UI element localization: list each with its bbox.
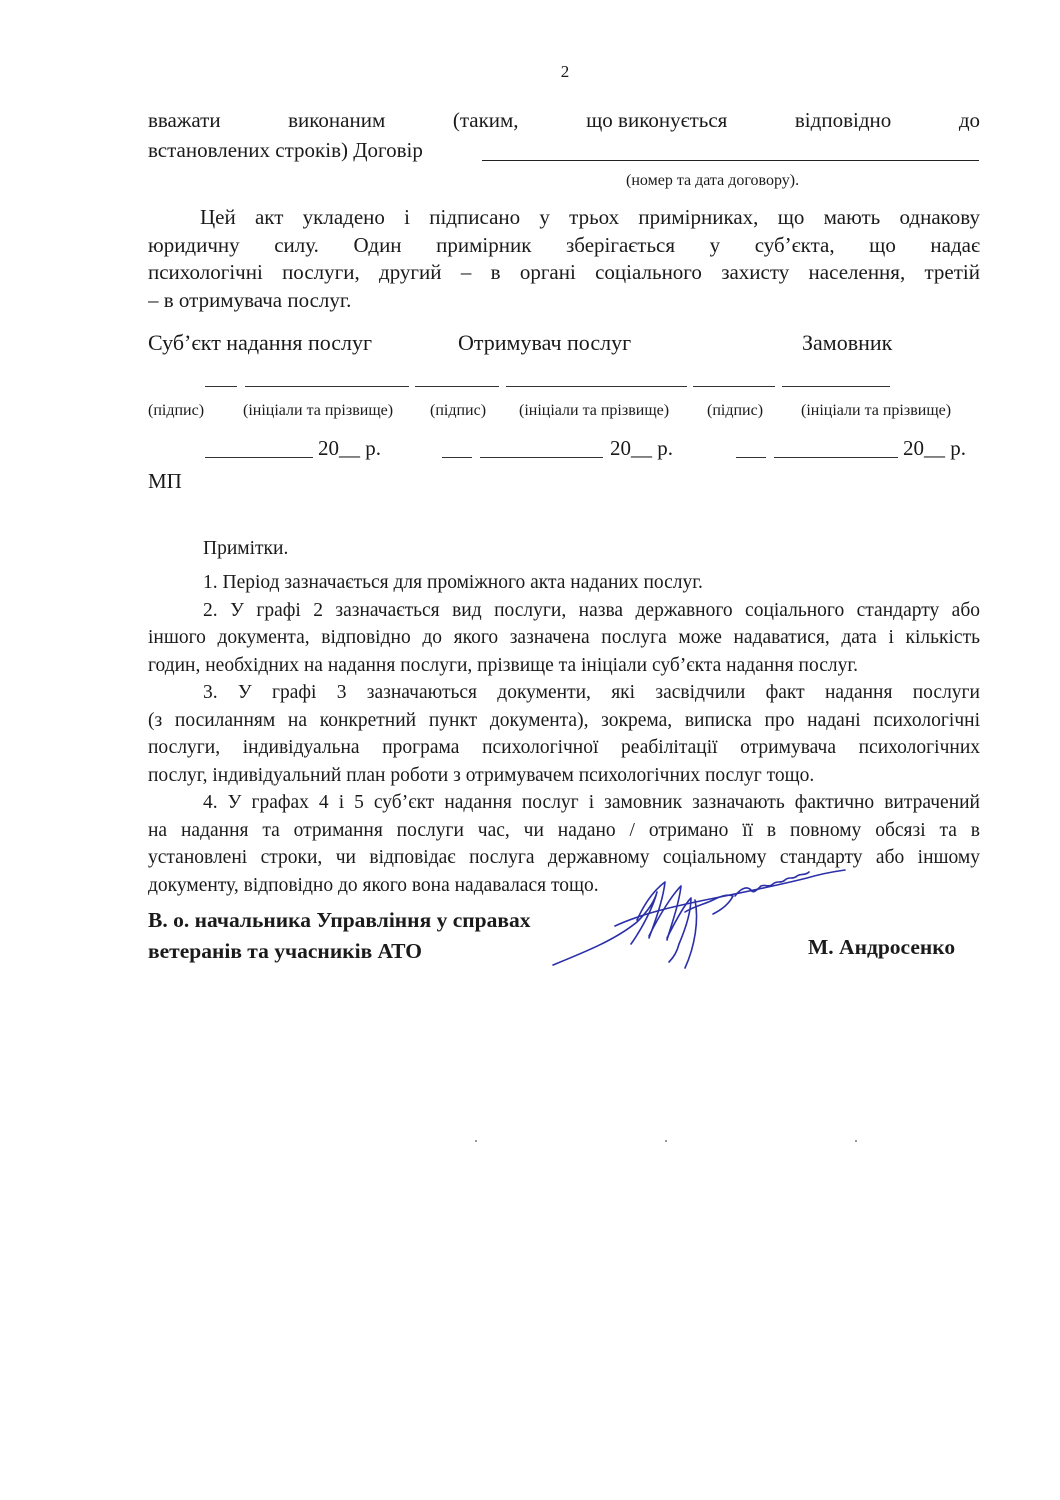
date-customer: 20__ р. (903, 436, 966, 460)
date-line (205, 457, 313, 458)
note-line: документу, відповідно до якого вона надавалася тощо. (148, 874, 599, 896)
date-line (774, 457, 898, 458)
note-line: 4. У графах 4 і 5 суб’єкт надання послуг і замовник зазначають фактично витрачений (203, 792, 980, 813)
note-line: (з посиланням на конкретний пункт документа), зокрема, виписка про надані психологічні (148, 709, 980, 731)
paragraph-line: Цей акт укладено і підписано у трьох примірниках, що мають однакову (200, 205, 980, 229)
name-line (782, 386, 890, 387)
contract-word: (таким, (452, 108, 519, 132)
paragraph-line: психологічні послуги, другий – в органі соціального захисту населення, третій (148, 260, 980, 284)
signer-position-line: В. о. начальника Управління у справах (148, 908, 531, 932)
note-line: годин, необхідних на надання послуги, прізвище та ініціали суб’єкта надання послуг. (148, 654, 859, 676)
contract-word: до (958, 108, 980, 132)
scan-speck (475, 1140, 477, 1142)
signature-line (415, 386, 499, 387)
note-line: послуг, індивідуальний план роботи з отримувачем психологічних послуг тощо. (148, 764, 815, 786)
name-line (506, 386, 687, 387)
contract-word: що виконується (586, 108, 728, 132)
date-recipient: 20__ р. (610, 436, 673, 460)
paragraph-line: юридичну силу. Один примірник зберігається у суб’єкта, що надає (148, 232, 980, 257)
stamp-place: МП (148, 469, 182, 493)
sign-caption: (підпис) (707, 402, 764, 419)
notes-title: Примітки. (203, 538, 289, 559)
note-line: послуги, індивідуальна програма психологічної реабілітації отримувача психологічних (148, 737, 980, 758)
contract-word: відповідно (794, 108, 892, 132)
party-recipient: Отримувач послуг (458, 330, 632, 355)
date-line (442, 457, 472, 458)
name-caption: (ініціали та прізвище) (243, 402, 394, 419)
date-provider: 20__ р. (318, 436, 381, 460)
party-customer: Замовник (802, 330, 893, 355)
contract-word: виконаним (288, 108, 386, 132)
contract-clause-line2: встановлених строків) Договір (148, 138, 423, 162)
paragraph-line: – в отримувача послуг. (148, 287, 352, 312)
contract-clause-line1 (148, 108, 980, 133)
name-caption: (ініціали та прізвище) (801, 402, 952, 419)
note-line: установлені строки, чи відповідає послуга державному соціальному стандарту або іншому (148, 847, 980, 868)
page-number: 2 (560, 62, 570, 81)
note-line: 3. У графі 3 зазначаються документи, які засвідчили факт надання послуги (203, 682, 980, 703)
scan-speck (855, 1140, 857, 1142)
contract-caption: (номер та дата договору). (626, 172, 800, 189)
signature-line (205, 386, 237, 387)
signer-position (148, 905, 530, 967)
contract-word: вважати (148, 108, 221, 132)
date-line (480, 457, 603, 458)
signer-name: М. Андросенко (808, 935, 956, 959)
scan-speck (665, 1140, 667, 1142)
contract-fill-line (482, 160, 979, 161)
note-line: на надання та отримання послуги час, чи надано / отримано її в повному обсязі та в (148, 819, 980, 841)
party-provider: Суб’єкт надання послуг (148, 330, 373, 355)
signature-line (693, 386, 775, 387)
sign-caption: (підпис) (148, 402, 205, 419)
handwritten-signature (545, 860, 855, 970)
signer-position-line: ветеранів та учасників АТО (148, 939, 422, 963)
copies-paragraph (148, 204, 980, 314)
note-line: 1. Період зазначається для проміжного акта наданих послуг. (203, 572, 703, 593)
note-line: 2. У графі 2 зазначається вид послуги, назва державного соціального стандарту або (203, 599, 980, 621)
notes-section (148, 537, 980, 901)
date-line (736, 457, 766, 458)
note-line: іншого документа, відповідно до якого зазначена послуга може надаватися, дата і кількість (148, 627, 980, 648)
name-caption: (ініціали та прізвище) (519, 402, 670, 419)
sign-caption: (підпис) (430, 402, 487, 419)
name-line (245, 386, 409, 387)
